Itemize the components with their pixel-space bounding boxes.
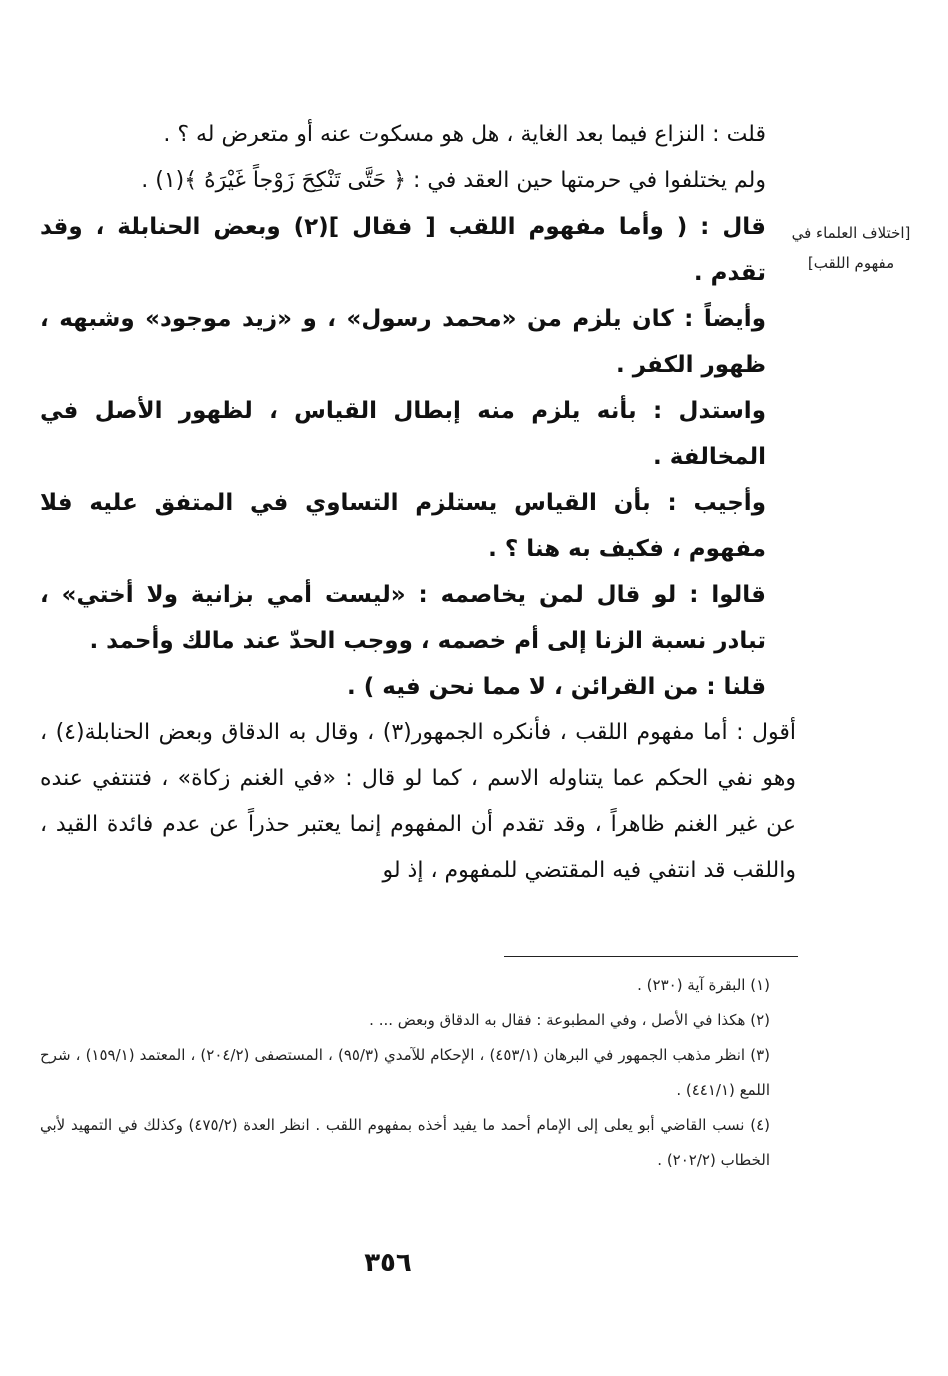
paragraph-6: وأجيب : بأن القياس يستلزم التساوي في المتفق عليه فلا مفهوم ، فكيف به هنا ؟ . xyxy=(40,490,766,562)
page-number: ٣٥٦ xyxy=(364,1248,412,1278)
footnote-3: (٣) انظر مذهب الجمهور في البرهان (٤٥٣/١) ، الإحكام للآمدي (٩٥/٣) ، المستصفى (٢٠٤/٢) ، المعتمد (١٥٩/١) ، شرح اللمع (٤٤١/١) . xyxy=(40,1046,770,1099)
paragraph-5: واستدل : بأنه يلزم منه إبطال القياس ، لظهور الأصل في المخالفة . xyxy=(40,398,766,470)
margin-note: [اختلاف العلماء في مفهوم اللقب] xyxy=(791,224,911,272)
footnote-divider xyxy=(504,956,798,957)
paragraph-7: قالوا : لو قال لمن يخاصمه : «ليست أمي بزانية ولا أختي» ، تبادر نسبة الزنا إلى أم خصمه ، ووجب الحدّ عند مالك وأحمد . xyxy=(40,582,766,654)
paragraph-2: ولم يختلفوا في حرمتها حين العقد في : ﴿ حَتَّى تَنْكِحَ زَوْجاً غَيْرَهُ ﴾(١) . xyxy=(141,168,766,193)
paragraph-8: قلنا : من القرائن ، لا مما نحن فيه ) . xyxy=(347,674,766,700)
paragraph-9: أقول : أما مفهوم اللقب ، فأنكره الجمهور(٣) ، وقال به الدقاق وبعض الحنابلة(٤) ، وهو نفي الحكم عما يتناوله الاسم ، كما لو قال : «في الغنم زكاة» ، فتنتفي عنده عن غير الغنم ظاهراً ، وقد تقدم أن المفهوم إنما يعتبر حذراً عن عدم فائدة القيد ، واللقب قد انتفي فيه المقتضي للمفهوم ، إذ لو xyxy=(40,720,796,883)
footnote-1: (١) البقرة آية (٢٣٠) . xyxy=(637,976,770,994)
footnote-2: (٢) هكذا في الأصل ، وفي المطبوعة : فقال به الدقاق وبعض ... . xyxy=(369,1011,770,1029)
footnotes xyxy=(40,968,796,1178)
main-text xyxy=(40,112,796,894)
paragraph-1: قلت : النزاع فيما بعد الغاية ، هل هو مسكوت عنه أو متعرض له ؟ . xyxy=(163,122,766,147)
footnote-4: (٤) نسب القاضي أبو يعلى إلى الإمام أحمد ما يفيد أخذه بمفهوم اللقب . انظر العدة (٤٧٥/٢) وكذلك في التمهيد لأبي الخطاب (٢٠٢/٢) . xyxy=(40,1116,770,1169)
paragraph-4: وأيضاً : كان يلزم من «محمد رسول» ، و «زيد موجود» وشبهه ، ظهور الكفر . xyxy=(40,306,766,378)
paragraph-3: قال : ( وأما مفهوم اللقب [ فقال ](٢) وبعض الحنابلة ، وقد تقدم . xyxy=(40,214,766,286)
